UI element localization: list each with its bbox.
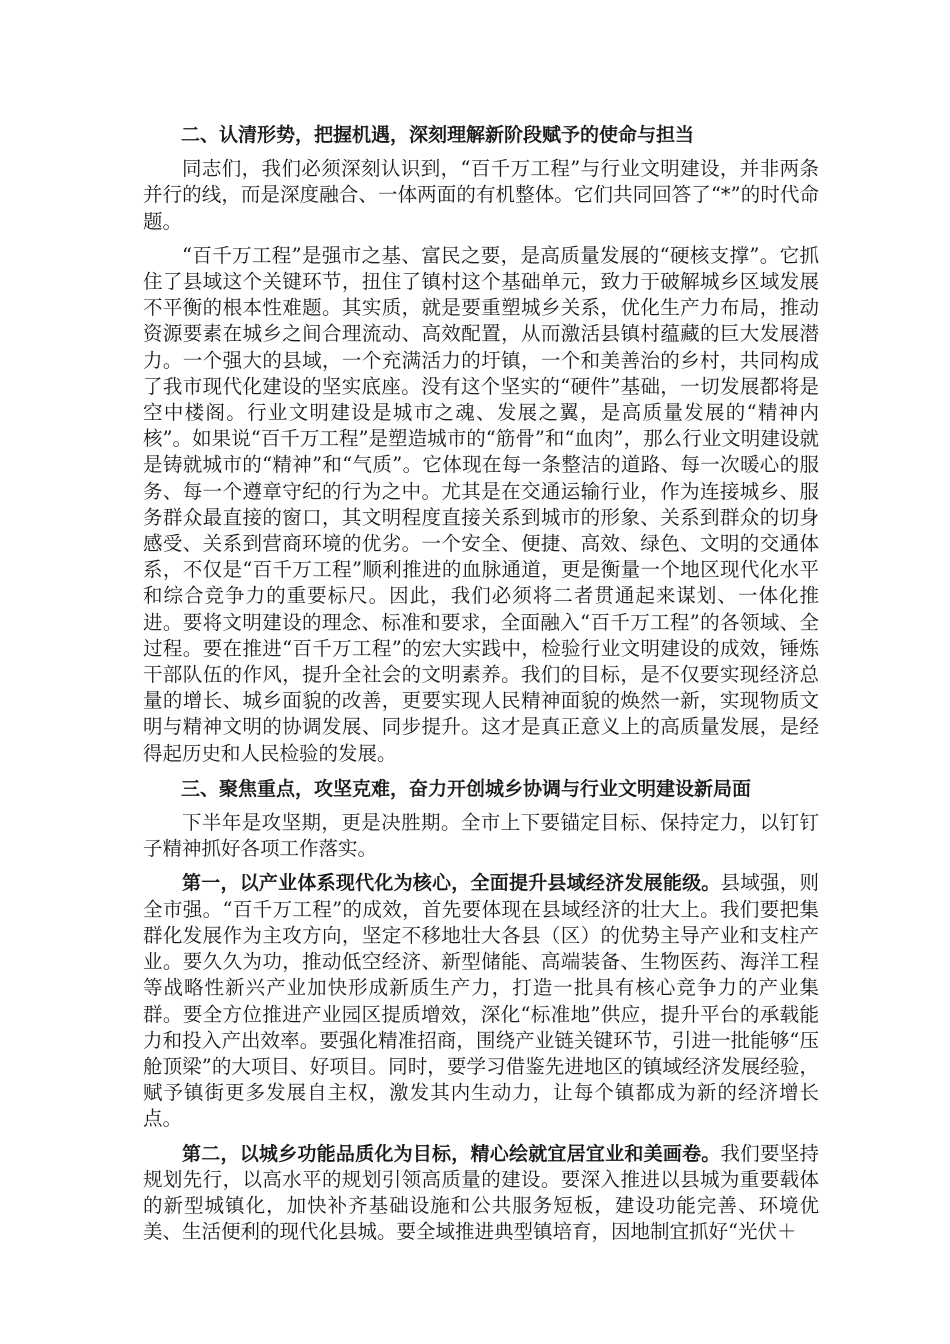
section-3-paragraph-1: 下半年是攻坚期，更是决胜期。全市上下要锚定目标、保持定力，以钉钉子精神抓好各项工作落实。 xyxy=(143,811,819,861)
item-2-body: 我们要坚持规划先行，以高水平的规划引领高质量的建设。要深入推进以县城为重要载体的新型城镇化，加快补齐基础设施和公共服务短板，建设功能完善、环境优美、生活便利的现代化县城。要全域推进典型镇培育，因地制宜抓好“光伏＋ xyxy=(143,1141,819,1244)
section-3-heading: 三、聚焦重点，攻坚克难，奋力开创城乡协调与行业文明建设新局面 xyxy=(181,777,752,800)
section-3-item-2 xyxy=(143,1141,819,1246)
item-2-lead: 第二，以城乡功能品质化为目标，精心绘就宜居宜业和美画卷。 xyxy=(182,1142,721,1165)
document-body xyxy=(143,122,819,1245)
section-2-heading: 二、认清形势，把握机遇，深刻理解新阶段赋予的使命与担当 xyxy=(181,124,695,146)
section-2-paragraph-2: “百千万工程”是强市之基、富民之要，是高质量发展的“硬核支撑”。它抓住了县域这个关键环节，扭住了镇村这个基础单元，致力于破解城乡区域发展不平衡的根本性难题。其实质，就是要重塑城乡关系，优化生产力布局，推动资源要素在城乡之间合理流动、高效配置，从而激活县镇村蕴藏的巨大发展潜力。一个强大的县域，一个充满活力的圩镇，一个和美善治的乡村，共同构成了我市现代化建设的坚实底座。没有这个坚实的“硬件”基础，一切发展都将是空中楼阁。行业文明建设是城市之魂、发展之翼，是高质量发展的“精神内核”。如果说“百千万工程”是塑造城市的“筋骨”和“血肉”，那么行业文明建设就是铸就城市的“精神”和“气质”。它体现在每一条整洁的道路、每一次暖心的服务、每一个遵章守纪的行为之中。尤其是在交通运输行业，作为连接城乡、服务群众最直接的窗口，其文明程度直接关系到城市的形象、关系到群众的切身感受、关系到营商环境的优劣。一个安全、便捷、高效、绿色、文明的交通体系，不仅是“百千万工程”顺利推进的血脉通道，更是衡量一个地区现代化水平和综合竞争力的重要标尺。因此，我们必须将二者贯通起来谋划、一体化推进。要将文明建设的理念、标准和要求，全面融入“百千万工程”的各领域、全过程。要在推进“百千万工程”的宏大实践中，检验行业文明建设的成效，锤炼干部队伍的作风，提升全社会的文明素养。我们的目标，是不仅要实现经济总量的增长、城乡面貌的改善，更要实现人民精神面貌的焕然一新，实现物质文明与精神文明的协调发展、同步提升。这才是真正意义上的高质量发展，是经得起历史和人民检验的发展。 xyxy=(143,243,819,765)
item-1-body: 县域强，则全市强。“百千万工程”的成效，首先要体现在县域经济的壮大上。我们要把集群化发展作为主攻方向，坚定不移地壮大各县（区）的优势主导产业和支柱产业。要久久为功，推动低空经济、新型储能、高端装备、生物医药、海洋工程等战略性新兴产业加快形成新质生产力，打造一批具有核心竞争力的产业集群。要全方位推进产业园区提质增效，深化“标准地”供应，提升平台的承载能力和投入产出效率。要强化精准招商，围绕产业链关键环节，引进一批能够“压舱顶梁”的大项目、好项目。同时，要学习借鉴先进地区的镇域经济发展经验，赋予镇街更多发展自主权，激发其内生动力，让每个镇都成为新的经济增长点。 xyxy=(143,871,819,1131)
section-3-item-1 xyxy=(143,870,819,1132)
item-1-lead: 第一，以产业体系现代化为核心，全面提升县域经济发展能级。 xyxy=(182,872,721,895)
section-2-paragraph-1: 同志们，我们必须深刻认识到，“百千万工程”与行业文明建设，并非两条并行的线，而是深度融合、一体两面的有机整体。它们共同回答了“*”的时代命题。 xyxy=(143,157,819,233)
